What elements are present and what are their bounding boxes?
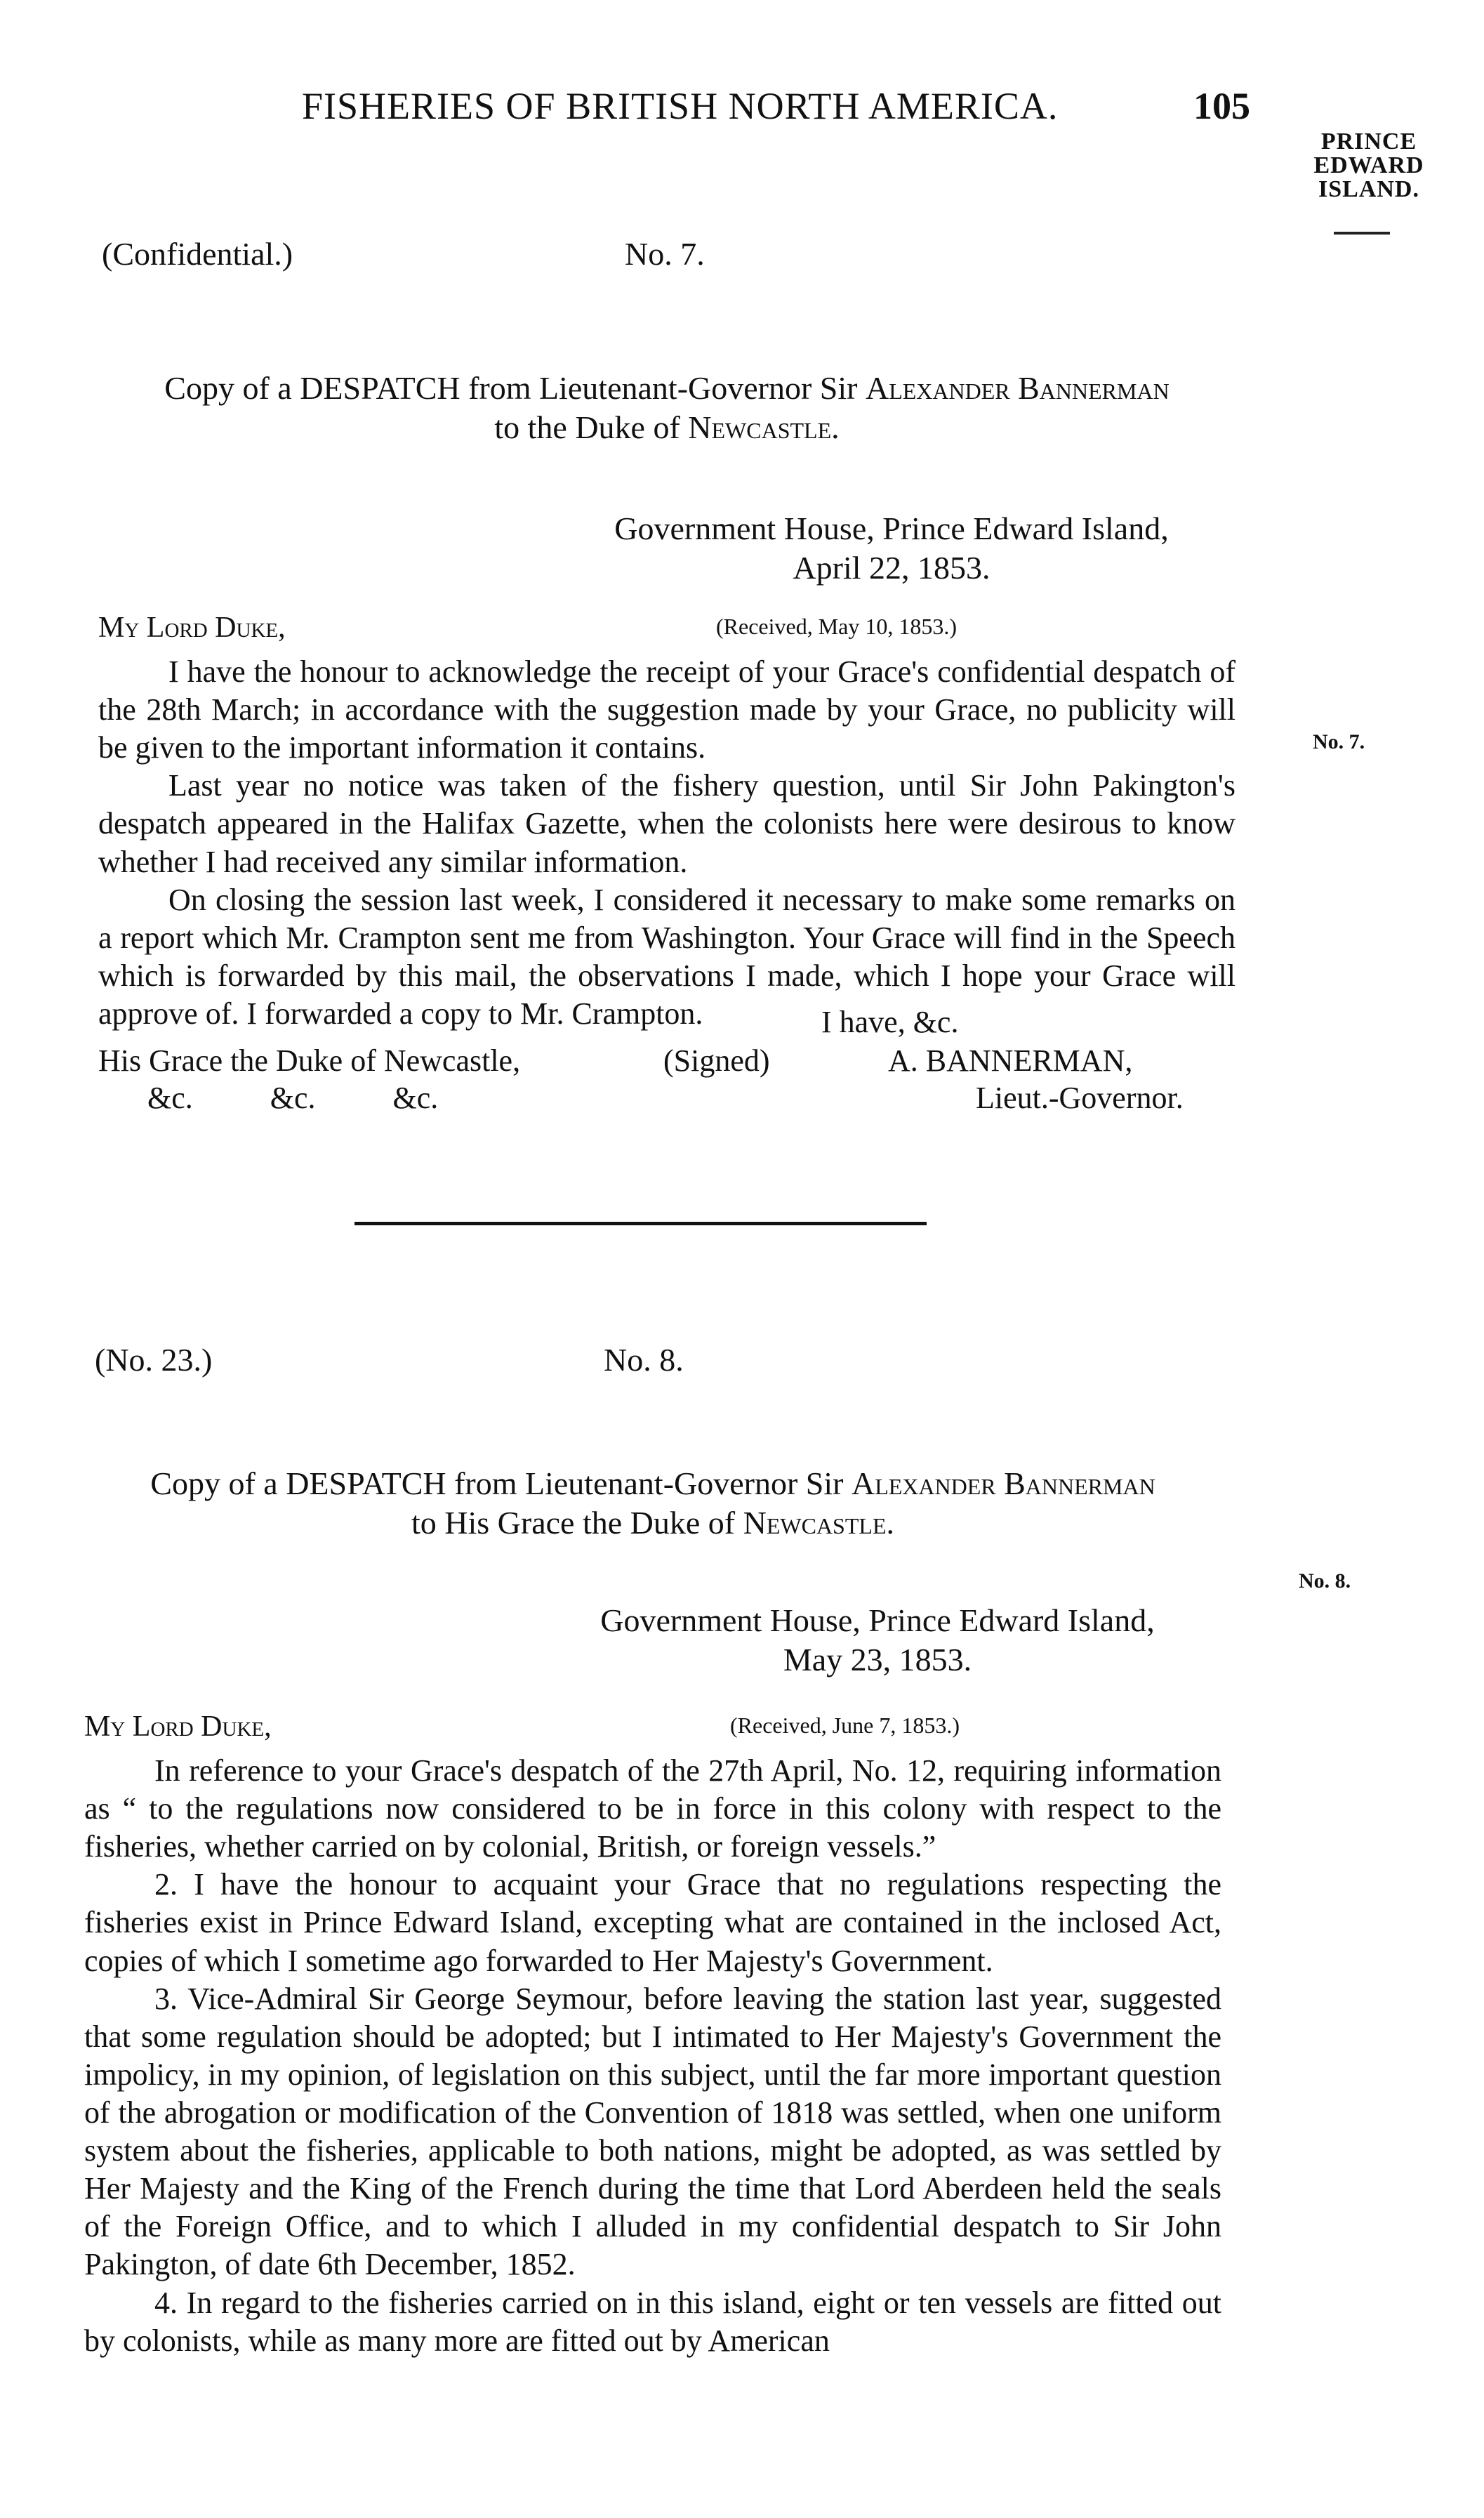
paragraph: 4. In regard to the fisheries carried on in this island, eight or ten vessels are fitted out by colonists, while as many more are fitted out by American xyxy=(84,2285,1221,2358)
despatch-8-salutation: My Lord Duke, xyxy=(84,1710,272,1743)
despatch-7-signed: (Signed) xyxy=(663,1043,770,1078)
paragraph: 3. Vice-Admiral Sir George Seymour, before leaving the station last year, suggested that some regulation should be adopted; but I intimated to Her Majesty's Government the impolicy, in my opinion, of legislation on this subject, until the far more important question of the abrogation or modification of the Convention of 1818 was settled, when one uniform system about the fisheries, applicable to both nations, might be adopted, as was settled by Her Majesty and the King of the French during the time that Lord Aberdeen held the seals of the Foreign Office, and to which I alluded in my confidential despatch to Sir John Pakington, of date 6th December, 1852. xyxy=(84,1981,1221,2282)
despatch-7-dateline xyxy=(576,509,1207,588)
despatch-7-title xyxy=(98,369,1235,447)
despatch-7-salutation: My Lord Duke, xyxy=(98,612,286,644)
margin-heading-line: PRINCE xyxy=(1320,128,1417,154)
despatch-8-label: (No. 23.) xyxy=(95,1342,213,1378)
paragraph: I have the honour to acknowledge the receipt of your Grace's confidential despatch of the 28th March; in accordance with the suggestion made by your Grace, no publicity will be given to the important information it contains. xyxy=(98,654,1235,765)
title-name: Newcastle. xyxy=(688,409,840,446)
paragraph: 2. I have the honour to acquaint your Grace that no regulations respecting the fisheries exist in Prince Edward Island, excepting what are contained in the inclosed Act, copies of which I sometime ago forwarded to Her Majesty's Government. xyxy=(84,1867,1221,1978)
title-name: Newcastle. xyxy=(743,1505,894,1541)
title-prefix: to the Duke of xyxy=(494,409,689,446)
despatch-8-number: No. 8. xyxy=(604,1342,684,1378)
page-number: 105 xyxy=(1193,85,1250,127)
despatch-7-signatory: A. BANNERMAN, xyxy=(888,1043,1133,1078)
section-divider xyxy=(355,1222,927,1225)
title-prefix: to His Grace the Duke of xyxy=(411,1505,743,1541)
despatch-8-received: (Received, June 7, 1853.) xyxy=(730,1713,960,1738)
margin-heading-line: ISLAND. xyxy=(1318,176,1419,202)
title-prefix: Copy of a DESPATCH from Lieutenant-Governor Sir xyxy=(164,370,866,406)
paragraph: Last year no notice was taken of the fishery question, until Sir John Pakington's despatch appeared in the Halifax Gazette, when the colonists here were desirous to know whether I had received any similar information. xyxy=(98,768,1235,879)
paragraph: On closing the session last week, I considered it necessary to make some remarks on a report which Mr. Crampton sent me from Washington. Your Grace will find in the Speech which is forwarded by this mail, the observations I made, which I hope your Grace will approve of. I forwarded a copy to Mr. Crampton. xyxy=(98,882,1235,1031)
title-name: Alexander Bannerman xyxy=(851,1465,1155,1501)
paragraph: In reference to your Grace's despatch of the 27th April, No. 12, requiring information as “ to the regulations now considered to be in force in this colony with respect to the fisheries, whether carried on by colonial, British, or foreign vessels.” xyxy=(84,1753,1221,1864)
despatch-7-addressee-etc: &c. &c. &c. xyxy=(147,1081,439,1115)
margin-heading xyxy=(1292,130,1446,202)
title-prefix: Copy of a DESPATCH from Lieutenant-Governor Sir xyxy=(150,1465,852,1501)
dateline-date: May 23, 1853. xyxy=(783,1642,972,1678)
dateline-place: Government House, Prince Edward Island, xyxy=(614,510,1169,546)
despatch-7-signatory-title: Lieut.-Governor. xyxy=(976,1081,1184,1115)
dateline-place: Government House, Prince Edward Island, xyxy=(600,1602,1155,1638)
despatch-7-received: (Received, May 10, 1853.) xyxy=(716,614,958,639)
margin-divider xyxy=(1334,232,1390,235)
despatch-7-closing: I have, &c. xyxy=(821,1005,959,1039)
running-title: FISHERIES OF BRITISH NORTH AMERICA. xyxy=(302,85,1059,127)
margin-heading-line: EDWARD xyxy=(1313,152,1424,178)
despatch-7-number: No. 7. xyxy=(625,236,705,272)
despatch-7-label: (Confidential.) xyxy=(102,236,293,272)
title-name: Alexander Bannerman xyxy=(865,370,1170,406)
despatch-8-margin-note: No. 8. xyxy=(1299,1569,1351,1593)
despatch-7-addressee: His Grace the Duke of Newcastle, xyxy=(98,1043,521,1078)
despatch-8-body xyxy=(84,1752,1221,2360)
dateline-date: April 22, 1853. xyxy=(793,550,991,586)
despatch-7-body xyxy=(98,653,1235,1033)
despatch-8-title xyxy=(84,1464,1221,1543)
despatch-8-dateline xyxy=(562,1601,1193,1680)
despatch-7-margin-note: No. 7. xyxy=(1313,730,1365,753)
